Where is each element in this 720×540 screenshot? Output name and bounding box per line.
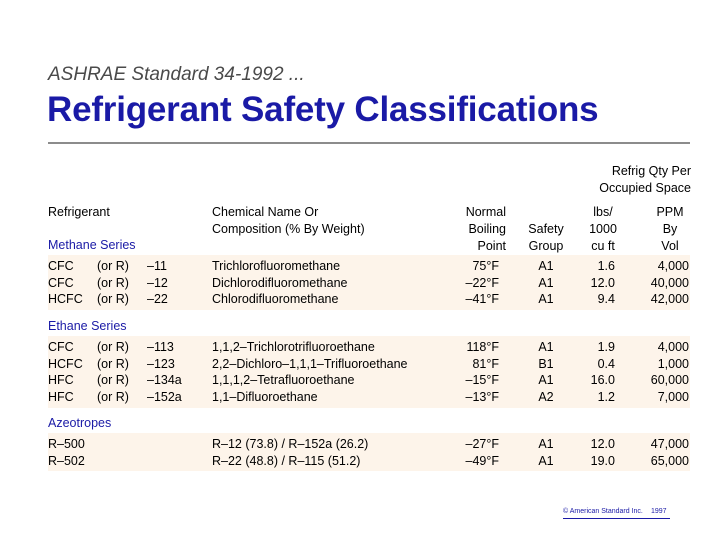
chemical-name: 1,1–Difluoroethane <box>212 390 318 405</box>
refrigerant-type: R–500 <box>48 437 85 451</box>
boiling-point: –49°F <box>465 453 499 468</box>
copyright-year: 1997 <box>651 508 667 515</box>
lbs-value: 0.4 <box>597 356 615 371</box>
boiling-point-column <box>430 258 499 308</box>
safety-group: A1 <box>538 275 554 290</box>
chemical-name: 2,2–Dichloro–1,1,1–Trifluoroethane <box>212 356 408 371</box>
boiling-point: 81°F <box>472 356 499 371</box>
chemical-name: 1,1,1,2–Tetrafluoroethane <box>212 373 355 388</box>
lbs-column <box>580 436 615 469</box>
boiling-point: –27°F <box>465 437 499 451</box>
safety-group: A1 <box>538 373 554 388</box>
type-column <box>48 258 83 308</box>
chemical-name-column <box>212 339 408 406</box>
chemical-name: 1,1,2–Trichlorotrifluoroethane <box>212 340 375 354</box>
boiling-point-column <box>430 339 499 406</box>
number-column <box>147 339 182 406</box>
section-title-methane: Methane Series <box>48 238 136 252</box>
safety-group-header <box>516 221 576 255</box>
refrigerant-type: HCFC <box>48 292 83 307</box>
safety-group-header-line2: Group <box>528 239 564 253</box>
ppm-header-line2: By <box>662 222 678 236</box>
ppm-header <box>645 204 695 255</box>
safety-group: A1 <box>538 437 554 451</box>
chemical-name: R–22 (48.8) / R–115 (51.2) <box>212 453 361 468</box>
chemical-name-column <box>212 258 348 308</box>
ppm-value: 4,000 <box>657 340 689 354</box>
lbs-header-line3: cu ft <box>591 239 615 253</box>
chemical-name-header <box>212 204 365 238</box>
boiling-point: –15°F <box>465 373 499 388</box>
type-column <box>48 339 83 406</box>
ppm-column <box>630 436 689 469</box>
lbs-column <box>580 258 615 308</box>
copyright-text: © American Standard Inc. <box>563 508 643 515</box>
safety-group: A1 <box>538 259 554 273</box>
refrigerant-type: HFC <box>48 390 74 405</box>
refrig-qty-header-line2: Occupied Space <box>599 181 691 195</box>
refrig-qty-header <box>560 163 691 197</box>
refrigerant-number: –11 <box>147 259 167 273</box>
safety-group: A2 <box>538 390 554 405</box>
footer-divider <box>563 518 670 519</box>
chemical-name: Trichlorofluoromethane <box>212 259 341 273</box>
refrigerant-type: R–502 <box>48 453 85 468</box>
ppm-header-line3: Vol <box>661 239 679 253</box>
boiling-point: –22°F <box>465 275 499 290</box>
lbs-value: 12.0 <box>590 275 615 290</box>
ppm-value: 4,000 <box>657 259 689 273</box>
refrigerant-number: –134a <box>147 373 182 388</box>
ppm-value: 60,000 <box>650 373 689 388</box>
boiling-point-header-line1: Normal <box>465 205 506 219</box>
boiling-point-header-line3: Point <box>477 239 506 253</box>
lbs-column <box>580 339 615 406</box>
ppm-value: 1,000 <box>657 356 689 371</box>
lbs-value: 12.0 <box>590 437 615 451</box>
ppm-value: 7,000 <box>657 390 689 405</box>
lbs-header-line1: lbs/ <box>593 205 613 219</box>
or-r-label: (or R) <box>97 259 129 273</box>
lbs-value: 1.9 <box>597 340 615 354</box>
ppm-column <box>630 258 689 308</box>
safety-group-column <box>516 258 576 308</box>
boiling-point: 118°F <box>466 340 499 354</box>
refrigerant-number: –123 <box>147 356 175 371</box>
or-r-label: (or R) <box>97 275 129 290</box>
boiling-point-column <box>430 436 499 469</box>
or-r-label: (or R) <box>97 340 129 354</box>
lbs-value: 9.4 <box>597 292 615 307</box>
safety-group: A1 <box>538 340 554 354</box>
refrigerant-type: CFC <box>48 340 74 354</box>
or-r-label: (or R) <box>97 390 129 405</box>
boiling-point-header-line2: Boiling <box>468 222 506 236</box>
number-column <box>147 258 168 308</box>
chemical-name-column <box>212 436 368 469</box>
chemical-name: R–12 (73.8) / R–152a (26.2) <box>212 437 369 451</box>
type-column <box>48 436 85 469</box>
ppm-column <box>630 339 689 406</box>
safety-group: A1 <box>538 453 554 468</box>
lbs-value: 19.0 <box>590 453 615 468</box>
lbs-value: 1.6 <box>597 259 615 273</box>
safety-group-column <box>516 339 576 406</box>
refrigerant-header: Refrigerant <box>48 205 110 219</box>
or-r-column <box>97 339 129 406</box>
title-divider <box>48 142 690 144</box>
page-title: Refrigerant Safety Classifications <box>47 90 599 129</box>
section-title-azeotropes: Azeotropes <box>48 416 112 430</box>
safety-group-header-line1: Safety <box>528 222 564 236</box>
boiling-point: –13°F <box>465 390 499 405</box>
boiling-point: 75°F <box>472 259 499 273</box>
refrigerant-type: HFC <box>48 373 74 388</box>
or-r-label: (or R) <box>97 292 129 307</box>
ppm-value: 65,000 <box>650 453 689 468</box>
section-title-ethane: Ethane Series <box>48 319 127 333</box>
safety-group: B1 <box>538 356 554 371</box>
refrigerant-number: –22 <box>147 292 168 307</box>
boiling-point-header <box>430 204 506 255</box>
ppm-value: 40,000 <box>650 275 689 290</box>
lbs-value: 16.0 <box>590 373 615 388</box>
refrigerant-type: HCFC <box>48 356 83 371</box>
or-r-label: (or R) <box>97 373 129 388</box>
ppm-header-line1: PPM <box>656 205 684 219</box>
lbs-header <box>578 204 628 255</box>
chemical-name: Chlorodifluoromethane <box>212 292 339 307</box>
safety-group: A1 <box>538 292 554 307</box>
refrigerant-number: –113 <box>147 340 174 354</box>
safety-group-column <box>516 436 576 469</box>
chemical-name-header-line1: Chemical Name Or <box>212 205 319 219</box>
ppm-value: 47,000 <box>650 437 689 451</box>
or-r-column <box>97 258 129 308</box>
lbs-value: 1.2 <box>597 390 615 405</box>
deck-subtitle: ASHRAE Standard 34-1992 ... <box>48 64 305 85</box>
chemical-name: Dichlorodifluoromethane <box>212 275 348 290</box>
lbs-header-line2: 1000 <box>589 222 617 236</box>
refrigerant-number: –152a <box>147 390 182 405</box>
refrigerant-number: –12 <box>147 275 168 290</box>
chemical-name-header-line2: Composition (% By Weight) <box>212 222 365 236</box>
or-r-label: (or R) <box>97 356 129 371</box>
boiling-point: –41°F <box>465 292 499 307</box>
refrig-qty-header-line1: Refrig Qty Per <box>611 164 691 178</box>
ppm-value: 42,000 <box>650 292 689 307</box>
refrigerant-type: CFC <box>48 275 74 290</box>
refrigerant-type: CFC <box>48 259 74 273</box>
